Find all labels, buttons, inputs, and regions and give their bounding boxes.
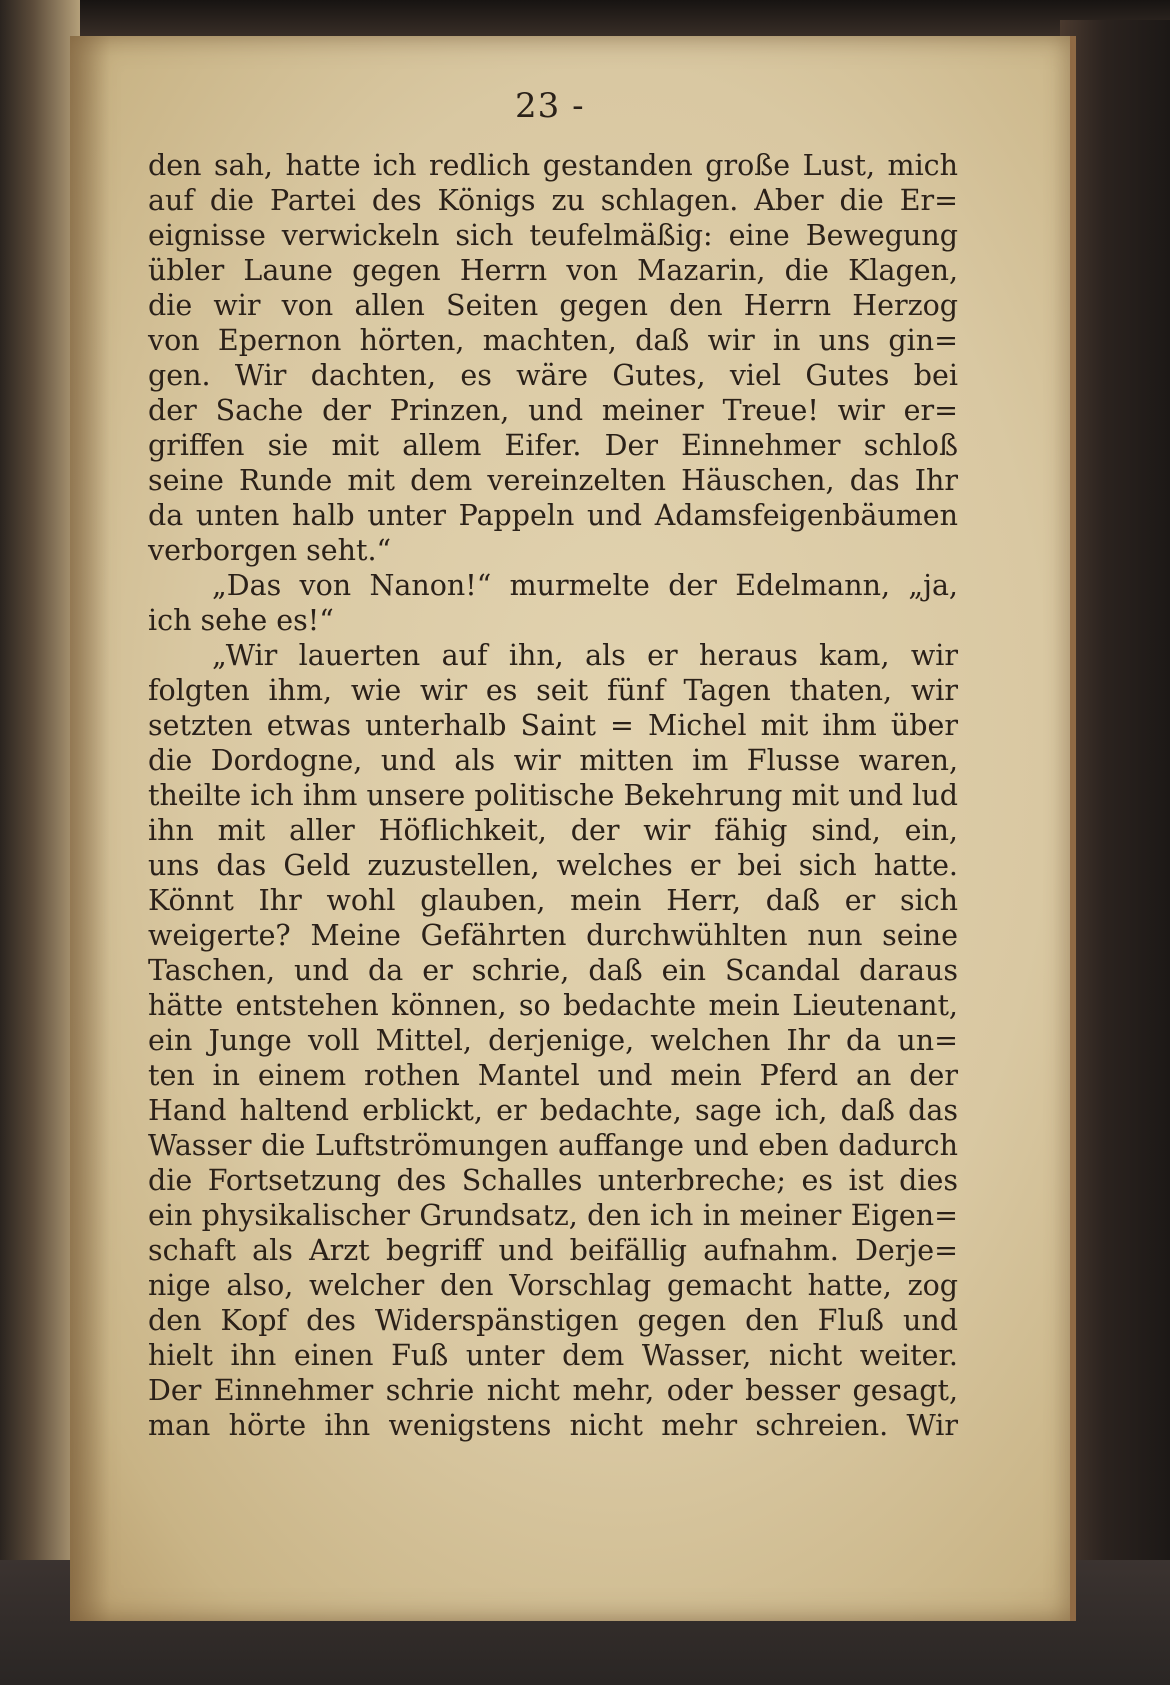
text-line: gen. Wir dachten, es wäre Gutes, viel Gutes bei bbox=[148, 359, 958, 392]
text-line: verborgen seht.“ bbox=[148, 534, 392, 567]
page-text bbox=[148, 148, 958, 1443]
text-line: hielt ihn einen Fuß unter dem Wasser, nicht weiter. bbox=[148, 1339, 958, 1372]
text-line: da unten halb unter Pappeln und Adamsfeigenbäumen bbox=[148, 499, 958, 532]
text-line: den sah, hatte ich redlich gestanden große Lust, mich bbox=[148, 149, 958, 182]
text-line: schaft als Arzt begriff und beifällig aufnahm. Derje= bbox=[148, 1234, 958, 1267]
text-line: auf die Partei des Königs zu schlagen. Aber die Er= bbox=[148, 184, 958, 217]
text-line: den Kopf des Widerspänstigen gegen den Fluß und bbox=[148, 1304, 958, 1337]
text-line: nige also, welcher den Vorschlag gemacht hatte, zog bbox=[148, 1269, 958, 1302]
text-line: Hand haltend erblickt, er bedachte, sage ich, daß das bbox=[148, 1094, 958, 1127]
book-binding-edge bbox=[1060, 20, 1170, 1610]
text-line: ten in einem rothen Mantel und mein Pferd an der bbox=[148, 1059, 958, 1092]
text-line: weigerte? Meine Gefährten durchwühlten nun seine bbox=[148, 919, 958, 952]
text-line: seine Runde mit dem vereinzelten Häuschen, das Ihr bbox=[148, 464, 958, 497]
text-line: der Sache der Prinzen, und meiner Treue! wir er= bbox=[148, 394, 958, 427]
text-line: „Wir lauerten auf ihn, als er heraus kam, wir bbox=[212, 639, 958, 672]
text-line: „Das von Nanon!“ murmelte der Edelmann, „ja, bbox=[212, 569, 958, 602]
text-line: ein Junge voll Mittel, derjenige, welchen Ihr da un= bbox=[148, 1024, 958, 1057]
text-line: Könnt Ihr wohl glauben, mein Herr, daß er sich bbox=[148, 884, 958, 917]
text-line: die Fortsetzung des Schalles unterbreche; es ist dies bbox=[148, 1164, 958, 1197]
text-line: ihn mit aller Höflichkeit, der wir fähig sind, ein, bbox=[148, 814, 958, 847]
text-line: Taschen, und da er schrie, daß ein Scandal daraus bbox=[148, 954, 958, 987]
text-line: von Epernon hörten, machten, daß wir in uns gin= bbox=[148, 324, 958, 357]
text-line: Wasser die Luftströmungen auffange und eben dadurch bbox=[148, 1129, 958, 1162]
text-line: hätte entstehen können, so bedachte mein Lieutenant, bbox=[148, 989, 958, 1022]
text-line: uns das Geld zuzustellen, welches er bei sich hatte. bbox=[148, 849, 958, 882]
text-line: die wir von allen Seiten gegen den Herrn Herzog bbox=[148, 289, 958, 322]
text-line: theilte ich ihm unsere politische Bekehrung mit und lud bbox=[148, 779, 958, 812]
text-line: man hörte ihn wenigstens nicht mehr schreien. Wir bbox=[148, 1409, 958, 1442]
text-line: setzten etwas unterhalb Saint = Michel mit ihm über bbox=[148, 709, 958, 742]
text-line: eignisse verwickeln sich teufelmäßig: eine Bewegung bbox=[148, 219, 958, 252]
text-line: die Dordogne, und als wir mitten im Flusse waren, bbox=[148, 744, 958, 777]
page-number: 23 - bbox=[515, 86, 585, 126]
page-gutter-shadow bbox=[70, 36, 110, 1621]
text-line: ein physikalischer Grundsatz, den ich in meiner Eigen= bbox=[148, 1199, 958, 1232]
text-line: folgten ihm, wie wir es seit fünf Tagen thaten, wir bbox=[148, 674, 958, 707]
text-line: Der Einnehmer schrie nicht mehr, oder besser gesagt, bbox=[148, 1374, 958, 1407]
book-page bbox=[70, 36, 1076, 1621]
text-line: ich sehe es!“ bbox=[148, 604, 334, 637]
book-cover-left bbox=[0, 0, 80, 1685]
text-line: griffen sie mit allem Eifer. Der Einnehmer schloß bbox=[148, 429, 958, 462]
text-line: übler Laune gegen Herrn von Mazarin, die Klagen, bbox=[148, 254, 958, 287]
